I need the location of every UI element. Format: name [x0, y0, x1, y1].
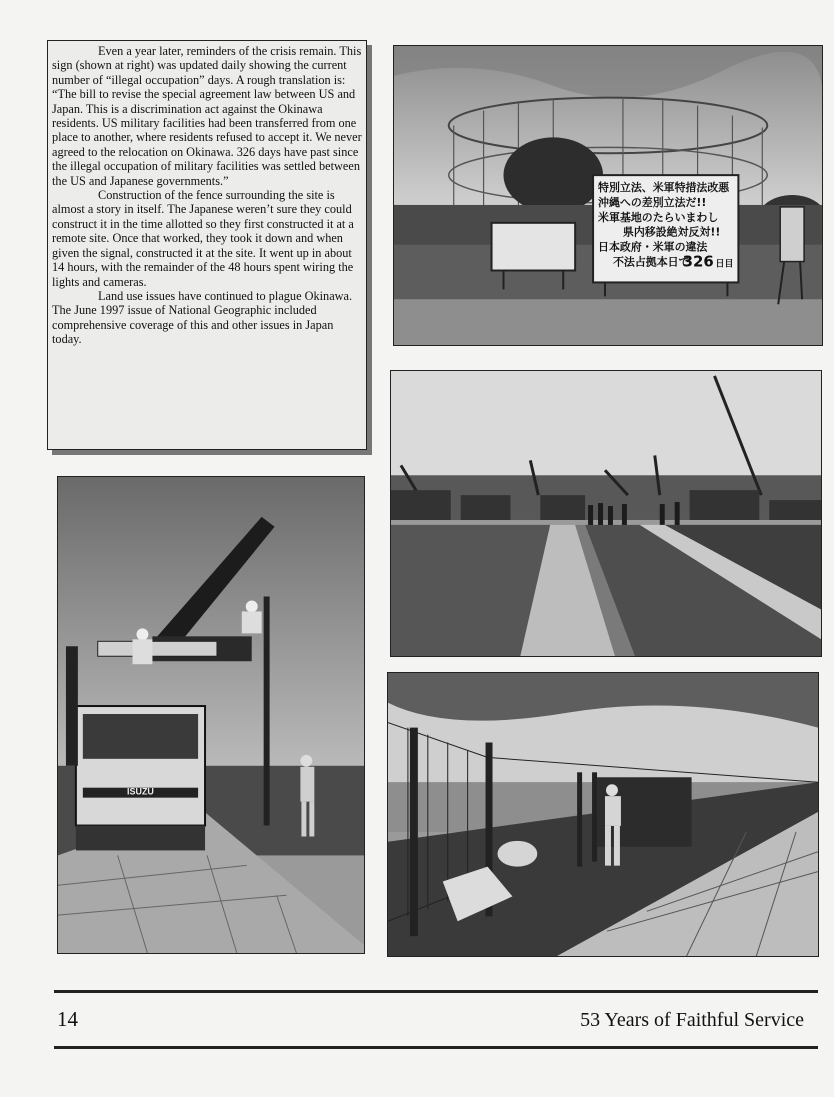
sidebar-text-box [47, 40, 367, 450]
photo-crane-truck [57, 476, 365, 954]
truck-brand: ISUZU [127, 786, 154, 797]
photo-fence-installation [387, 672, 819, 957]
sign-line-5: 日本政府・米軍の違法 [598, 240, 708, 254]
sign-day-count: 326 [682, 252, 714, 271]
sign-line-3: 米軍基地のたらいまわし [598, 210, 719, 224]
sign-line-6: 不法占拠本日で [612, 255, 690, 269]
sidebar-paragraph-1: Even a year later, reminders of the crisis remain. This sign (shown at right) was updated daily showing the current number of “illegal occupation” days. A rough translation is: “The bill to revise the special agreement law between US and Japan. This is a discrimination act against the Okinawa residents. US military facilities had been transferred from one place to another, where residents refused to accept it. We never agreed to the relocation on Okinawa. 326 days have past since the illegal occupation of military facilities was settled between the US and Japanese governments.” [52, 44, 362, 188]
page-number: 14 [57, 1007, 78, 1031]
sign-line-1: 特別立法、米軍特措法改悪 [598, 181, 730, 195]
sign-line-2: 沖縄への差別立法だ!! [598, 195, 707, 209]
sidebar-paragraph-2: Construction of the fence surrounding the site is almost a story in itself. The Japanese weren’t sure they could construct it in the time allotted so they first constructed it at a remote site. Once that worked, they took it down and when given the signal, constructed it at the site. It went up in about 14 hours, with the remainder of the 48 hours spent wiring the lights and cameras. [52, 188, 354, 289]
photo-protest-sign [393, 45, 823, 346]
running-title: 53 Years of Faithful Service [580, 1009, 804, 1031]
footer-rule-top [54, 990, 818, 993]
photo-construction-site [390, 370, 822, 657]
sign-line-4: 県内移設絶対反対!! [622, 225, 721, 239]
sign-day-unit: 日目 [715, 259, 734, 270]
footer-rule-bottom [54, 1046, 818, 1049]
sidebar-paragraph-3: Land use issues have continued to plague Okinawa. The June 1997 issue of National Geographic included comprehensive coverage of this and other issues in Japan today. [52, 288, 353, 347]
